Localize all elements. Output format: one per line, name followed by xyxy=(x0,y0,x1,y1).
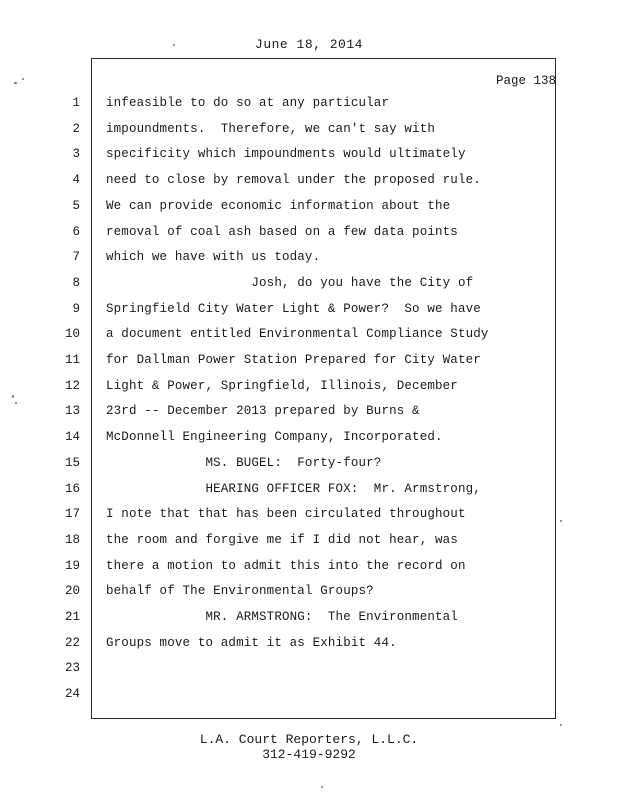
scan-speck xyxy=(12,395,14,398)
line-number: 22 xyxy=(64,636,80,650)
line-number: 18 xyxy=(64,533,80,547)
line-number: 15 xyxy=(64,456,80,470)
line-number: 17 xyxy=(64,507,80,521)
scan-speck xyxy=(15,402,17,404)
line-number: 23 xyxy=(64,661,80,675)
line-number: 10 xyxy=(64,327,80,341)
line-number: 19 xyxy=(64,559,80,573)
transcript-line: MS. BUGEL: Forty-four? xyxy=(106,456,382,470)
line-number: 5 xyxy=(72,199,80,213)
line-number: 20 xyxy=(64,584,80,598)
line-number: 24 xyxy=(64,687,80,701)
footer-company: L.A. Court Reporters, L.L.C. xyxy=(199,732,419,747)
transcript-line: for Dallman Power Station Prepared for City Water xyxy=(106,353,481,367)
scan-speck xyxy=(22,78,24,80)
line-number: 6 xyxy=(72,225,80,239)
scan-speck xyxy=(14,82,17,84)
transcript-line: MR. ARMSTRONG: The Environmental xyxy=(106,610,458,624)
transcript-line: McDonnell Engineering Company, Incorporated. xyxy=(106,430,443,444)
transcript-line: a document entitled Environmental Compliance Study xyxy=(106,327,489,341)
line-number: 4 xyxy=(72,173,80,187)
scan-speck xyxy=(321,786,323,788)
transcript-line: there a motion to admit this into the record on xyxy=(106,559,466,573)
scan-speck xyxy=(173,44,175,46)
transcript-line: removal of coal ash based on a few data points xyxy=(106,225,458,239)
transcript-line: impoundments. Therefore, we can't say with xyxy=(106,122,436,136)
footer-phone: 312-419-9292 xyxy=(262,747,356,762)
transcript-line: Light & Power, Springfield, Illinois, December xyxy=(106,379,458,393)
transcript-line: Springfield City Water Light & Power? So we have xyxy=(106,302,481,316)
transcript-line: I note that that has been circulated throughout xyxy=(106,507,466,521)
transcript-line: need to close by removal under the proposed rule. xyxy=(106,173,481,187)
line-number: 2 xyxy=(72,122,80,136)
line-number: 1 xyxy=(72,96,80,110)
transcript-line: Groups move to admit it as Exhibit 44. xyxy=(106,636,397,650)
transcript-line: infeasible to do so at any particular xyxy=(106,96,390,110)
transcript-line: 23rd -- December 2013 prepared by Burns & xyxy=(106,404,420,418)
line-number: 13 xyxy=(64,404,80,418)
line-number: 9 xyxy=(72,302,80,316)
transcript-line: which we have with us today. xyxy=(106,250,321,264)
transcript-line: We can provide economic information about the xyxy=(106,199,451,213)
transcript-line: behalf of The Environmental Groups? xyxy=(106,584,374,598)
line-number: 11 xyxy=(64,353,80,367)
header-date: June 18, 2014 xyxy=(255,37,363,52)
transcript-line: specificity which impoundments would ultimately xyxy=(106,147,466,161)
line-number: 7 xyxy=(72,250,80,264)
transcript-line: Josh, do you have the City of xyxy=(106,276,474,290)
line-number: 12 xyxy=(64,379,80,393)
line-number: 21 xyxy=(64,610,80,624)
line-number: 16 xyxy=(64,482,80,496)
line-number: 14 xyxy=(64,430,80,444)
scan-speck xyxy=(560,724,562,726)
line-number: 8 xyxy=(72,276,80,290)
transcript-line: HEARING OFFICER FOX: Mr. Armstrong, xyxy=(106,482,481,496)
scan-speck xyxy=(560,520,562,522)
page-number: Page 138 xyxy=(495,74,556,88)
line-number: 3 xyxy=(72,147,80,161)
transcript-line: the room and forgive me if I did not hear, was xyxy=(106,533,458,547)
